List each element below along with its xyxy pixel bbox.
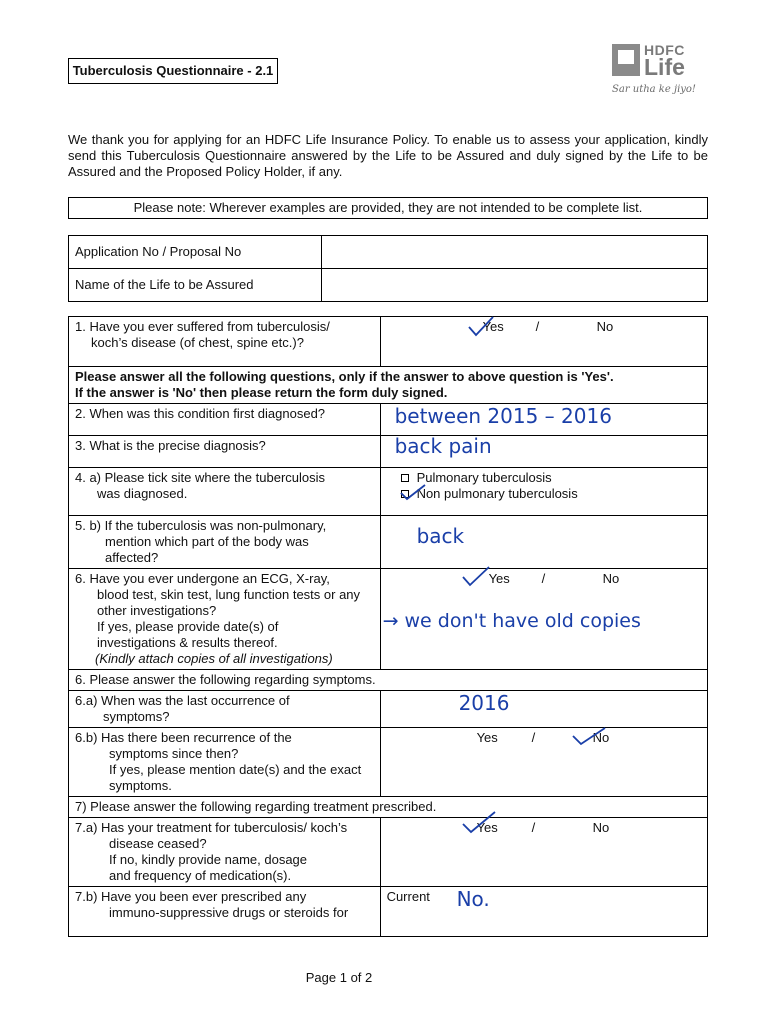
q4-line2: was diagnosed. [97,486,188,501]
q6b-line4: symptoms. [109,778,172,793]
checkbox-icon [401,474,409,482]
q2-question: 2. When was this condition first diagnosed? [69,404,381,436]
q7a-line1: 7.a) Has your treatment for tuberculosis/ koch’s [75,820,348,835]
life-assured-name-label: Name of the Life to be Assured [69,269,322,302]
q7a-yes-option[interactable]: Yes [476,820,498,835]
logo-brand-top: HDFC [644,42,685,58]
q1-yes-tick-icon [467,315,495,339]
q7a-yes-tick-icon [461,810,497,836]
q1-line1: 1. Have you ever suffered from tuberculosis/ [75,319,330,334]
q6b-yes-option[interactable]: Yes [476,730,498,745]
q5-row [69,516,708,569]
instruction-row [69,367,708,404]
q6-line5: investigations & results thereof. [97,635,278,650]
q4-row [69,468,708,516]
q1-no-option[interactable]: No [596,319,614,334]
q6-line2: blood test, skin test, lung function tests or any [97,587,361,602]
q7a-line3: If no, kindly provide name, dosage [109,852,308,867]
instruction-line2: If the answer is 'No' then please return the form duly signed. [75,385,448,400]
logo-brand-bottom: Life [644,54,685,80]
q6-slash: / [541,571,546,586]
q6b-answer-cell[interactable] [380,728,707,797]
q6-handwritten-answer: → we don't have old copies [382,610,641,632]
q1-question [69,317,381,367]
form-title: Tuberculosis Questionnaire - 2.1 [68,58,278,84]
q7b-question [69,887,381,937]
q7b-row [69,887,708,937]
q7b-handwritten-answer: No. [456,887,490,911]
q6b-no-option[interactable]: No [592,730,610,745]
q5-answer-cell[interactable] [380,516,707,569]
q3-handwritten-answer: back pain [394,434,492,458]
q7b-line1: 7.b) Have you been ever prescribed any [75,889,307,904]
q6a-row [69,691,708,728]
q6a-line2: symptoms? [103,709,170,724]
q1-row [69,317,708,367]
q7a-row [69,818,708,887]
q7a-question [69,818,381,887]
q1-line2: koch’s disease (of chest, spine etc.)? [91,335,304,350]
q6b-line3: If yes, please mention date(s) and the exact [109,762,362,777]
q6a-question [69,691,381,728]
q6-line4: If yes, please provide date(s) of [97,619,279,634]
intro-paragraph: We thank you for applying for an HDFC Life Insurance Policy. To enable us to assess your application, kindly send this Tuberculosis Questionnaire answered by the Life to be Assured and duly signed by the Life to be Assured and the Proposed Policy Holder, if any. [68,132,708,179]
applicant-details-table [68,235,708,302]
q4-option-pulmonary[interactable] [387,470,701,486]
note-box: Please note: Wherever examples are provided, they are not intended to be complete list. [68,197,708,219]
symptoms-header: 6. Please answer the following regarding symptoms. [69,670,708,691]
application-no-field[interactable] [322,236,708,269]
q6b-line2: symptoms since then? [109,746,239,761]
q6b-line1: 6.b) Has there been recurrence of the [75,730,292,745]
logo-tagline: Sar utha ke jiyo! [612,84,696,95]
q7a-no-option[interactable]: No [592,820,610,835]
questionnaire-table [68,316,708,937]
q4-non-pulmonary-tick-icon [399,483,427,503]
q7b-current-label: Current [386,889,430,904]
treatment-header: 7) Please answer the following regarding treatment prescribed. [69,797,708,818]
q4-option-non-pulmonary[interactable] [387,486,701,502]
q7b-line2: immuno-suppressive drugs or steroids for [109,905,349,920]
page-number: Page 1 of 2 [305,970,373,985]
q7a-line4: and frequency of medication(s). [109,868,292,883]
q2-handwritten-answer: between 2015 – 2016 [394,404,612,428]
logo-square-icon [612,44,640,76]
q6-row [69,569,708,670]
q6-yes-option[interactable]: Yes [488,571,510,586]
q4-option-non-pulmonary-label: Non pulmonary tuberculosis [416,486,578,501]
q6-question [69,569,381,670]
q3-row [69,436,708,468]
q4-line1: 4. a) Please tick site where the tuberculosis [75,470,326,485]
q1-slash: / [535,319,540,334]
q3-question: 3. What is the precise diagnosis? [69,436,381,468]
q6b-no-tick-icon [571,726,607,748]
instruction-line1: Please answer all the following questions, only if the answer to above question is 'Yes'. [75,369,614,384]
q5-question [69,516,381,569]
q6-answer-cell[interactable] [380,569,707,670]
treatment-header-row [69,797,708,818]
q4-answer-cell [380,468,707,516]
q4-option-pulmonary-label: Pulmonary tuberculosis [416,470,552,485]
q6b-slash: / [531,730,536,745]
application-no-label: Application No / Proposal No [69,236,322,269]
hdfc-life-logo [612,42,712,106]
q6a-answer-cell[interactable] [380,691,707,728]
q6a-handwritten-answer: 2016 [458,691,510,715]
life-assured-name-field[interactable] [322,269,708,302]
q5-line1: 5. b) If the tuberculosis was non-pulmonary, [75,518,327,533]
q7a-slash: / [531,820,536,835]
q6b-question [69,728,381,797]
q5-line3: affected? [105,550,159,565]
q3-answer-cell[interactable] [380,436,707,468]
q6-line1: 6. Have you ever undergone an ECG, X-ray, [75,571,330,586]
q7a-answer-cell[interactable] [380,818,707,887]
q6-no-option[interactable]: No [602,571,620,586]
q6a-line1: 6.a) When was the last occurrence of [75,693,290,708]
q6-line3: other investigations? [97,603,217,618]
q6b-row [69,728,708,797]
q7b-answer-cell[interactable] [380,887,707,937]
q5-handwritten-answer: back [416,524,465,548]
q7a-line2: disease ceased? [109,836,207,851]
symptoms-header-row [69,670,708,691]
q6-line6: (Kindly attach copies of all investigations) [95,651,333,666]
q2-answer-cell[interactable] [380,404,707,436]
q6-yes-tick-icon [461,565,491,589]
q4-question [69,468,381,516]
q5-line2: mention which part of the body was [105,534,309,549]
q1-answer-cell[interactable] [380,317,707,367]
instruction-cell [69,367,708,404]
q1-yes-option[interactable]: Yes [482,319,504,334]
q2-row [69,404,708,436]
